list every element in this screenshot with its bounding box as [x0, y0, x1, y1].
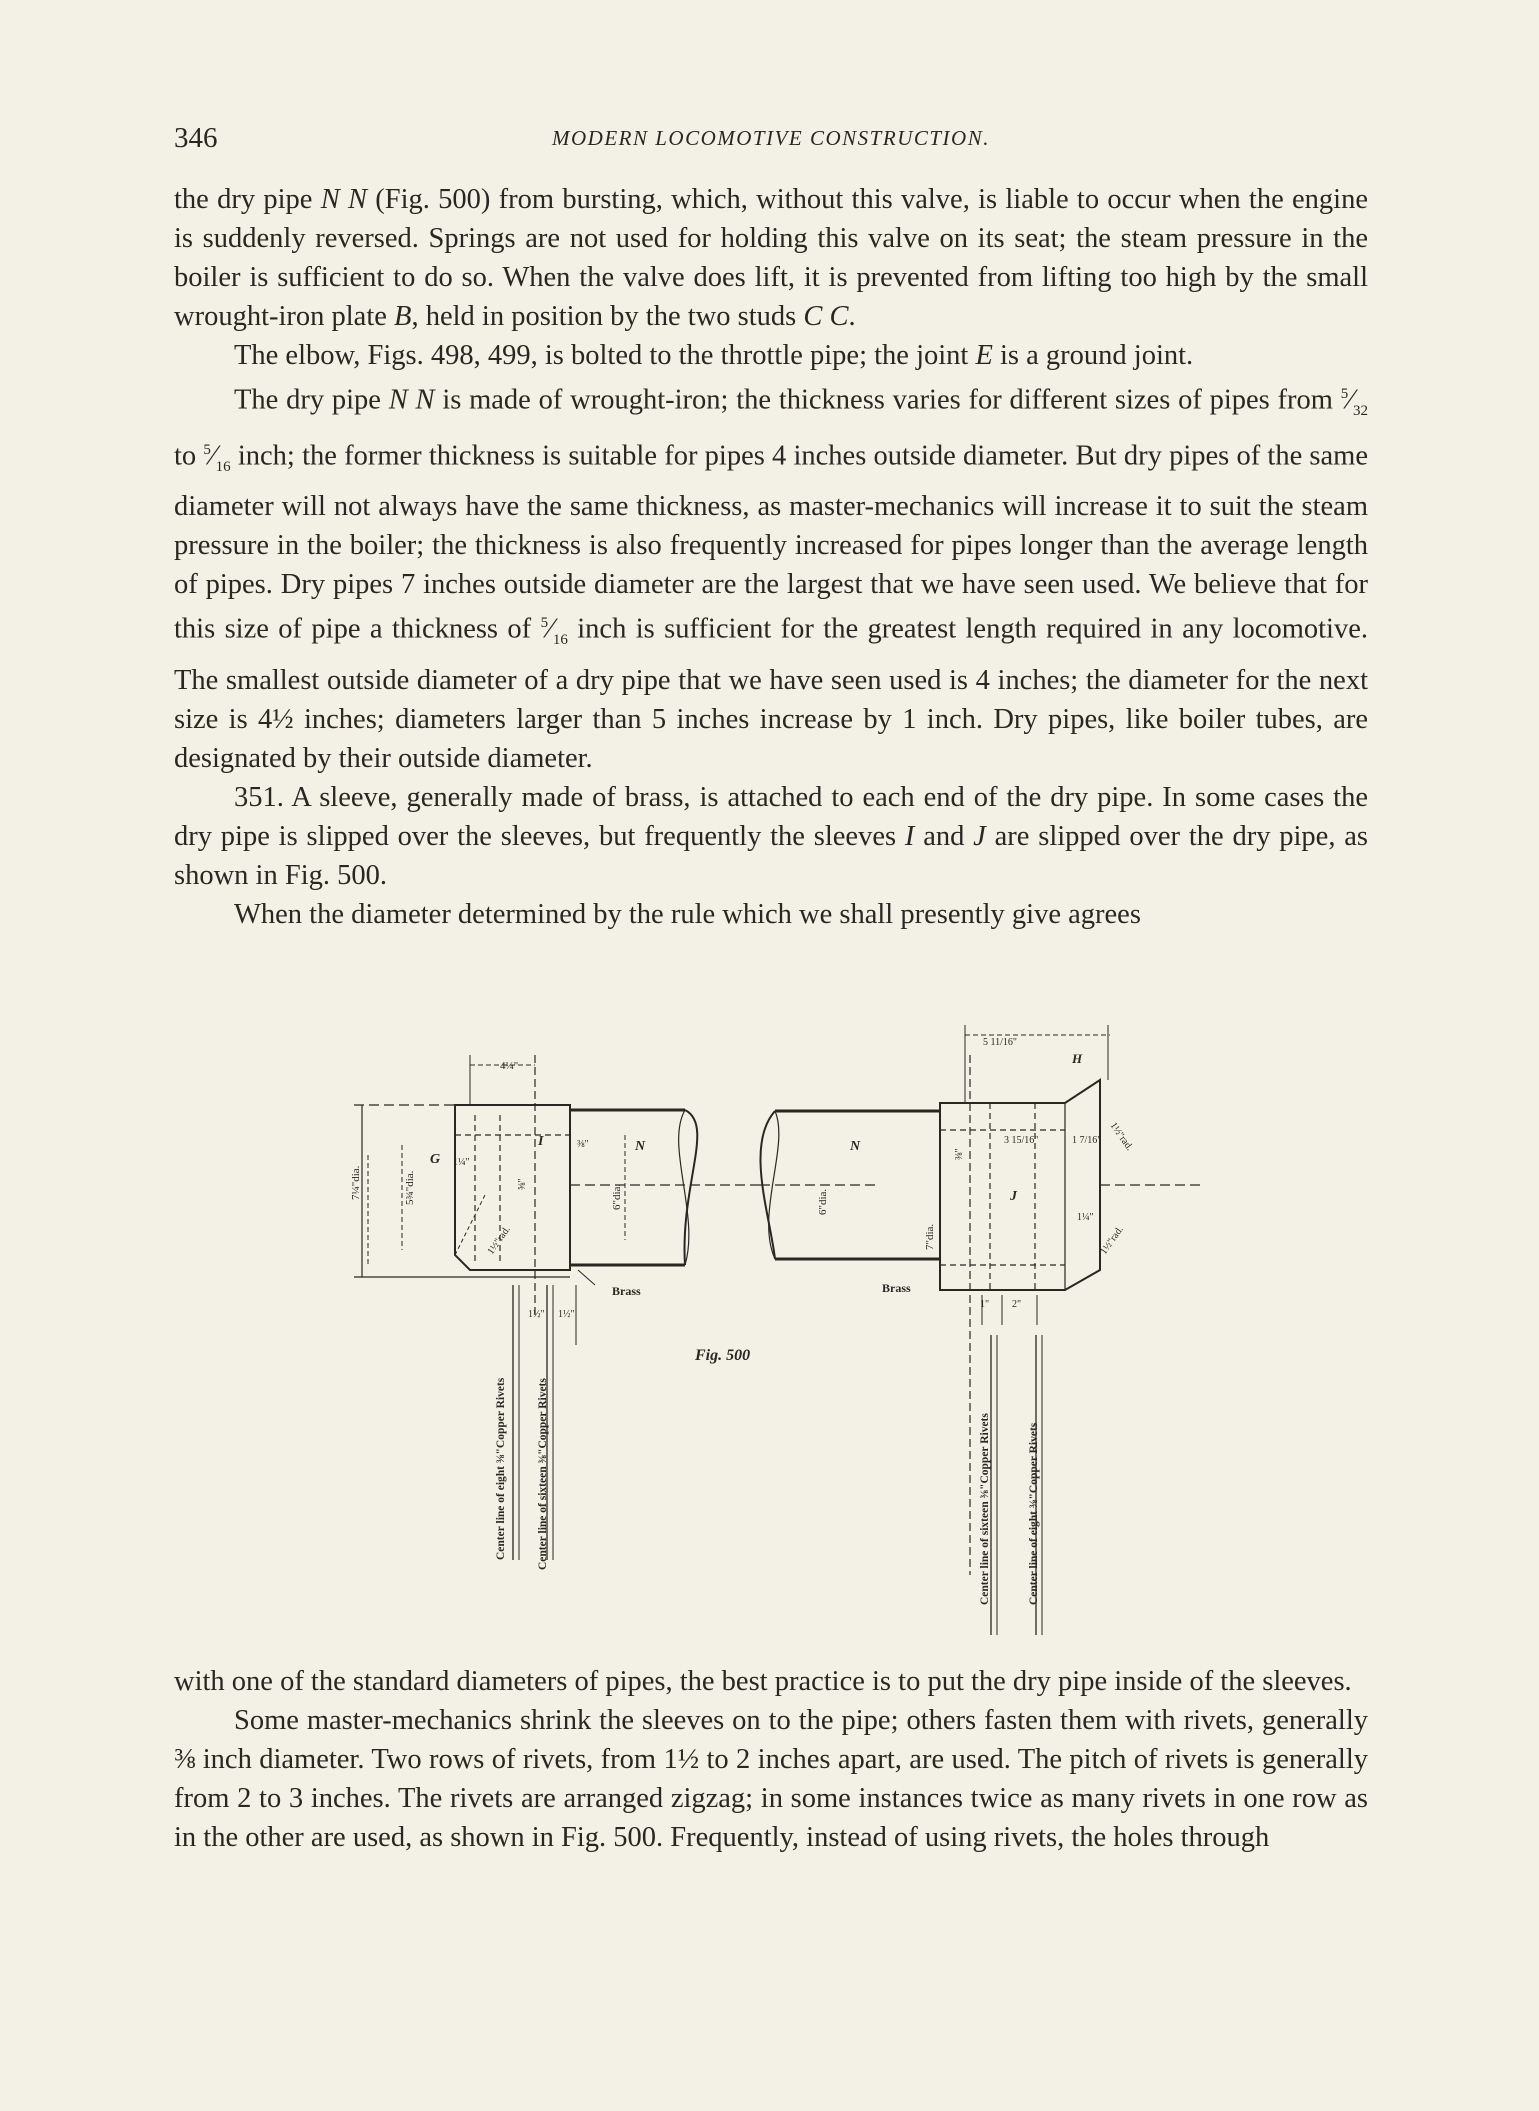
right-dim-top: 5 11/16" — [983, 1037, 1017, 1048]
left-dim-b1: 1½" — [528, 1309, 545, 1320]
right-letter-n: N — [850, 1139, 861, 1154]
right-dim-b1: 1" — [980, 1299, 990, 1310]
right-rivet-line-2: Center line of eight ⅜"Copper Rivets — [1028, 1422, 1040, 1605]
left-dim-b2: 1½" — [558, 1309, 575, 1320]
paragraph-shrink: Some master-mechanics shrink the sleeves on to the pipe; others fasten them with rivets, generally ⅜ inch diameter. Two rows of rivets, from 1½ to 2 inches apart, are used. The pitch of rivets is generally from 2 to 3 inches. The rivets are arranged zigzag; in some instances twice as many rivets in one row as in the other are used, as shown in Fig. 500. Frequently, instead of using rivets, the holes through — [174, 1705, 1368, 1853]
left-dia-pipe: 6"dia. — [611, 1183, 623, 1210]
left-rivet-line-1: Center line of eight ⅜"Copper Rivets — [495, 1377, 507, 1560]
right-letter-h: H — [1072, 1051, 1083, 1066]
page-header — [174, 122, 1368, 162]
left-dim-5-8: ⅝" — [517, 1178, 528, 1190]
paragraph-351: 351. A sleeve, generally made of brass, is attached to each end of the dry pipe. In some cases the dry pipe is slipped over the sleeves, but frequently the sleeves I and J are slipped over the dry pipe, as shown in Fig. 500. — [174, 781, 1368, 891]
right-dia-pipe: 6"dia. — [817, 1188, 829, 1215]
left-letter-i: I — [538, 1134, 544, 1149]
paragraph-elbow: The elbow, Figs. 498, 499, is bolted to the throttle pipe; the joint E is a ground joint. — [234, 340, 1194, 371]
left-letter-g: G — [430, 1152, 441, 1167]
right-brass: Brass — [882, 1281, 911, 1295]
left-dia-inner: 5¾"dia. — [404, 1170, 416, 1205]
left-dia-outer: 7¼"dia. — [350, 1165, 362, 1200]
page-number: 346 — [174, 122, 218, 154]
figure-500 — [340, 1015, 1220, 1655]
paragraph-dry-pipe: The dry pipe N N is made of wrought-iron; the thickness varies for different sizes of pipes from $^5⁄_{32}$ to $^5⁄_{16}$ inch; the former thickness is suitable for pipes 4 inches outside diameter. But dry pipes of the same diameter will not always have the same thickness, as master-mechanics will increase it to suit the steam pressure in the boiler; the thickness is also frequently increased for pipes longer than the average length of pipes. Dry pipes 7 inches outside diameter are the largest that we have seen used. We believe that for this size of pipe a thickness of $^5⁄_{16}$ inch is sufficient for the greatest length required in any locomotive. The smallest outside diameter of a dry pipe that we have seen used is 4 inches; the diameter for the next size is 4½ inches; diameters larger than 5 inches increase by 1 inch. Dry pipes, like boiler tubes, are designated by their outside diameter. — [174, 384, 1368, 774]
figure-caption: Fig. 500 — [695, 1347, 751, 1364]
right-rivet-line-1: Center line of sixteen ⅜"Copper Rivets — [979, 1413, 991, 1605]
paragraph-continuation: the dry pipe N N (Fig. 500) from bursting, which, without this valve, is liable to occur when the engine is suddenly reversed. Springs are not used for holding this valve on its seat; the steam pressure in the boiler is sufficient to do so. When the valve does lift, it is prevented from lifting too high by the small wrought-iron plate B, held in position by the two studs C C. — [174, 184, 1368, 332]
right-dim-3: 3 15/16" — [1004, 1135, 1039, 1146]
dry-pipe-drawing — [340, 1015, 1220, 1655]
right-dim-1-4: 1¼" — [1077, 1212, 1094, 1223]
right-dim-1-7: 1 7/16" — [1072, 1135, 1102, 1146]
right-dia-outer: 7"dia. — [924, 1223, 936, 1250]
left-sleeve-drawing — [350, 1055, 760, 1570]
right-dim-b2: 2" — [1012, 1299, 1022, 1310]
right-dim-3-8: ⅜" — [954, 1148, 965, 1160]
text-block-top — [174, 180, 1368, 934]
left-letter-n: N — [635, 1139, 646, 1154]
paragraph-continuation-2: with one of the standard diameters of pipes, the best practice is to put the dry pipe inside of the sleeves. — [174, 1666, 1352, 1697]
left-brass: Brass — [612, 1284, 641, 1298]
text-block-bottom — [174, 1662, 1368, 1857]
running-title: MODERN LOCOMOTIVE CONSTRUCTION. — [552, 126, 990, 150]
right-sleeve-drawing — [760, 1025, 1200, 1635]
left-dim-g: 1¼" — [453, 1157, 470, 1168]
right-rad-1: 1½"rad. — [1107, 1120, 1135, 1153]
left-rad: 1½"rad. — [485, 1224, 513, 1257]
right-letter-j: J — [1010, 1189, 1017, 1204]
paragraph-diameter: When the diameter determined by the rule which we shall presently give agrees — [234, 898, 1141, 930]
left-dim-top: 4¼" — [500, 1060, 519, 1072]
left-dim-3-8: ⅜" — [577, 1139, 589, 1150]
left-rivet-line-2: Center line of sixteen ⅜"Copper Rivets — [537, 1378, 549, 1570]
right-rad-2: 1½"rad. — [1098, 1224, 1126, 1257]
